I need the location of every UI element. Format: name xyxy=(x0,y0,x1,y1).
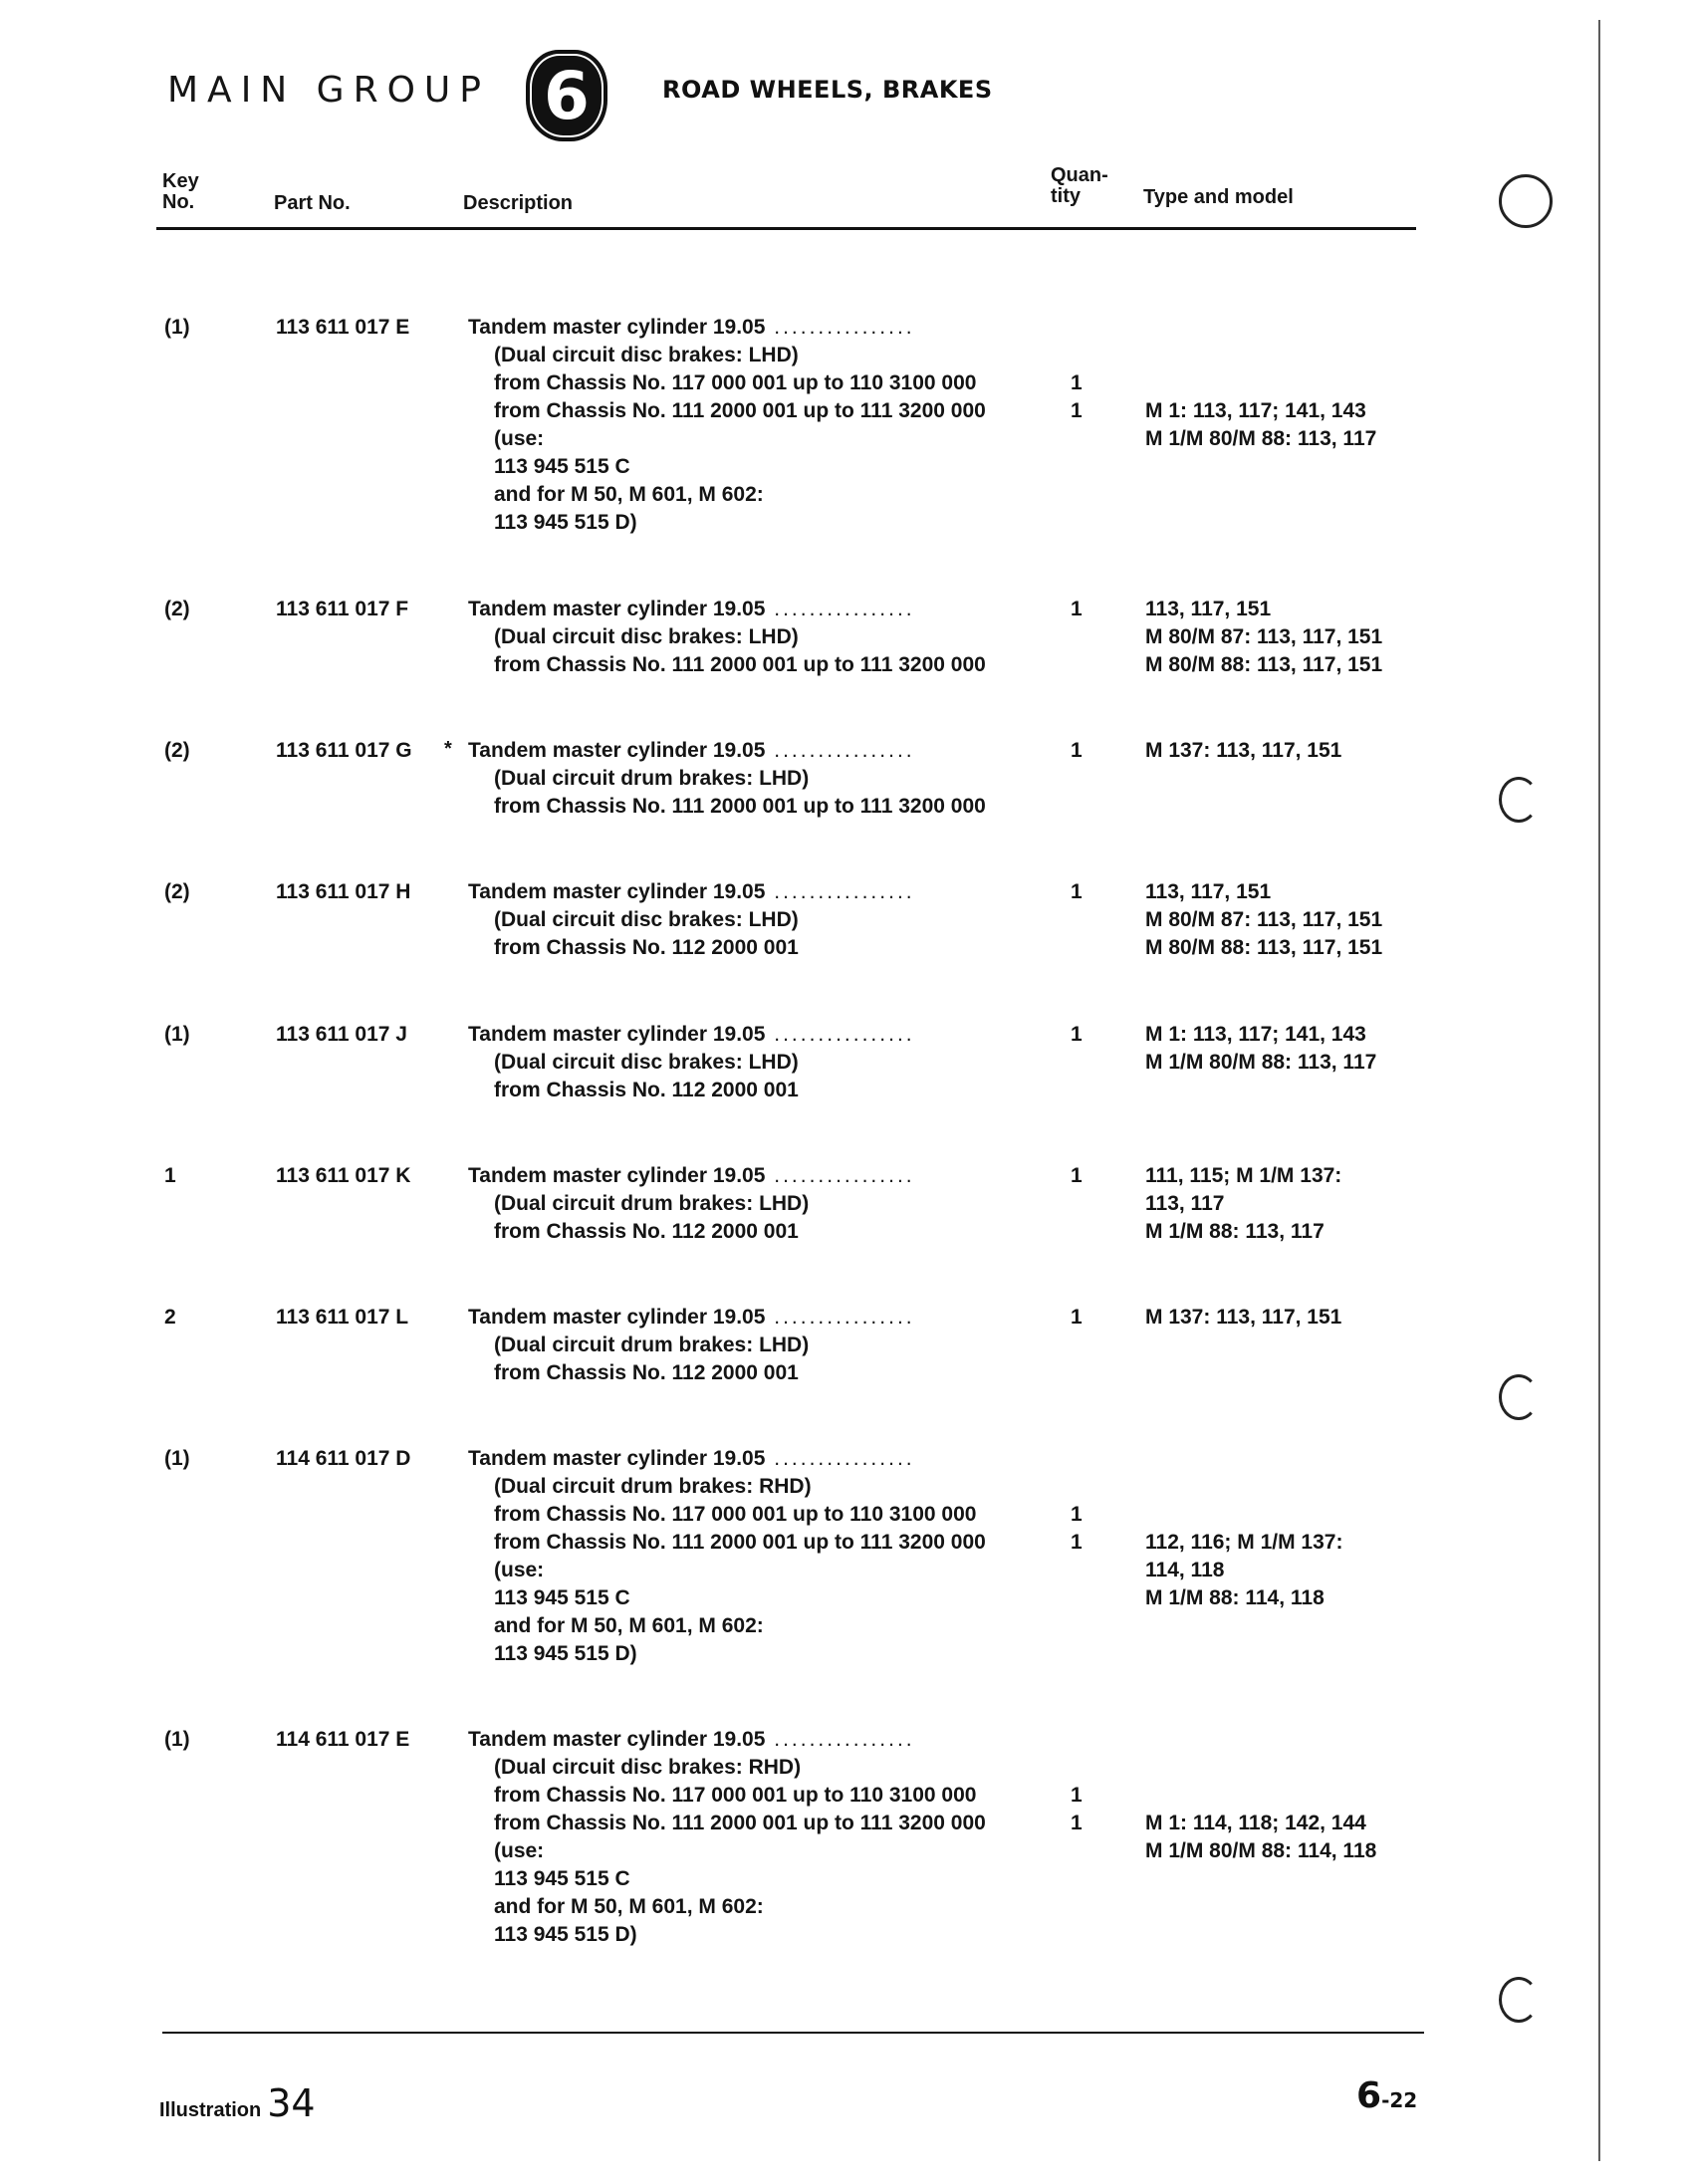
quantity-value: 1 xyxy=(1071,399,1083,422)
leader-dots: ................ xyxy=(765,1023,915,1046)
quantity xyxy=(1071,1445,1083,1668)
type-model-line: M 1/M 80/M 88: 113, 117 xyxy=(1145,427,1377,450)
description-line: (Dual circuit drum brakes: LHD) xyxy=(494,1192,810,1215)
description-line: from Chassis No. 112 2000 001 xyxy=(494,936,799,959)
quantity-value: 1 xyxy=(1071,1531,1083,1554)
quantity-value xyxy=(1071,1359,1083,1387)
description-line: (use: xyxy=(494,427,545,450)
type-and-model xyxy=(1145,1304,1341,1387)
quantity-value: 1 xyxy=(1071,598,1083,620)
binder-hole-icon xyxy=(1499,1374,1539,1420)
type-model-line: M 137: 113, 117, 151 xyxy=(1145,739,1342,762)
quantity-value xyxy=(1071,1218,1083,1246)
description-line: from Chassis No. 111 2000 001 up to 111 3200 000 xyxy=(494,1531,986,1554)
type-and-model xyxy=(1145,1445,1342,1668)
quantity-value: 1 xyxy=(1071,1164,1083,1187)
quantity-value xyxy=(1071,481,1083,509)
col-part-heading: Part No. xyxy=(274,192,351,214)
key-number: (1) xyxy=(164,1447,190,1470)
leader-dots: ................ xyxy=(765,316,915,339)
type-model-line xyxy=(1145,1359,1341,1387)
quantity xyxy=(1071,314,1083,537)
header-rule xyxy=(156,227,1416,230)
col-description-heading: Description xyxy=(463,192,574,214)
description-line: 113 945 515 D) xyxy=(494,511,637,534)
quantity-value xyxy=(1071,906,1083,934)
type-model-line: M 80/M 87: 113, 117, 151 xyxy=(1145,908,1383,931)
part-number: 113 611 017 L xyxy=(276,1306,409,1329)
page-number: 6-22 xyxy=(1356,2075,1418,2116)
description-line: from Chassis No. 112 2000 001 xyxy=(494,1079,799,1101)
type-model-line: M 80/M 88: 113, 117, 151 xyxy=(1145,936,1383,959)
part-number: 113 611 017 F xyxy=(276,598,409,620)
type-and-model xyxy=(1145,1726,1376,1949)
quantity-value: 1 xyxy=(1071,1812,1083,1834)
description-line: (Dual circuit drum brakes: RHD) xyxy=(494,1475,812,1498)
leader-dots: ................ xyxy=(765,1164,915,1187)
description-line: (Dual circuit drum brakes: LHD) xyxy=(494,767,810,790)
type-model-line: 111, 115; M 1/M 137: xyxy=(1145,1164,1342,1187)
type-model-line: 113, 117 xyxy=(1145,1192,1225,1215)
description xyxy=(468,314,986,537)
description-title: Tandem master cylinder 19.05 xyxy=(468,880,766,903)
description-line: from Chassis No. 117 000 001 up to 110 3100 000 xyxy=(494,371,977,394)
type-model-line xyxy=(1145,765,1341,793)
description-title: Tandem master cylinder 19.05 xyxy=(468,1164,766,1187)
type-model-line xyxy=(1145,1445,1342,1473)
description-line: from Chassis No. 111 2000 001 up to 111 3200 000 xyxy=(494,399,986,422)
type-model-line: 112, 116; M 1/M 137: xyxy=(1145,1531,1343,1554)
quantity xyxy=(1071,1162,1083,1246)
part-number: 113 611 017 H xyxy=(276,880,411,903)
type-model-line: 113, 117, 151 xyxy=(1145,598,1272,620)
description-line: from Chassis No. 112 2000 001 xyxy=(494,1220,799,1243)
quantity-value xyxy=(1071,314,1083,342)
description-title: Tandem master cylinder 19.05 xyxy=(468,1023,766,1046)
description-line: 113 945 515 C xyxy=(494,1586,630,1609)
leader-dots: ................ xyxy=(765,1306,915,1329)
col-type-heading: Type and model xyxy=(1143,186,1294,208)
key-number: (2) xyxy=(164,880,190,903)
description-line: 113 945 515 C xyxy=(494,455,630,478)
type-model-line xyxy=(1145,453,1376,481)
part-number: 114 611 017 E xyxy=(276,1728,410,1751)
quantity-value xyxy=(1071,342,1083,369)
type-model-line xyxy=(1145,1782,1376,1810)
description-line: from Chassis No. 111 2000 001 up to 111 3200 000 xyxy=(494,795,986,818)
description xyxy=(468,1304,915,1387)
col-quantity-heading: Quan- tity xyxy=(1051,164,1108,207)
description-line: from Chassis No. 111 2000 001 up to 111 3200 000 xyxy=(494,1812,986,1834)
quantity-value xyxy=(1071,1077,1083,1104)
type-model-line: M 1/M 88: 114, 118 xyxy=(1145,1586,1325,1609)
description-title: Tandem master cylinder 19.05 xyxy=(468,1447,766,1470)
footer-rule xyxy=(162,2032,1424,2034)
description-title: Tandem master cylinder 19.05 xyxy=(468,1728,766,1751)
binder-hole-icon xyxy=(1499,777,1539,823)
illustration-reference: Illustration 34 xyxy=(159,2081,316,2125)
part-number: 114 611 017 D xyxy=(276,1447,411,1470)
part-number: 113 611 017 G xyxy=(276,739,412,762)
quantity xyxy=(1071,1304,1083,1387)
description-line: and for M 50, M 601, M 602: xyxy=(494,483,764,506)
type-model-line xyxy=(1145,1754,1376,1782)
binder-edge xyxy=(1598,20,1600,2161)
type-model-line xyxy=(1145,481,1376,509)
group-number-badge: 6 xyxy=(526,50,607,141)
section-title: ROAD WHEELS, BRAKES xyxy=(662,76,993,104)
quantity-value xyxy=(1071,793,1083,821)
type-model-line: M 1: 113, 117; 141, 143 xyxy=(1145,399,1366,422)
quantity-value xyxy=(1071,934,1083,962)
leader-dots: ................ xyxy=(765,739,915,762)
quantity-value xyxy=(1071,1754,1083,1782)
leader-dots: ................ xyxy=(765,880,915,903)
quantity xyxy=(1071,596,1083,679)
description-line: and for M 50, M 601, M 602: xyxy=(494,1895,764,1918)
new-part-star: * xyxy=(444,738,452,760)
type-model-line: M 1: 113, 117; 141, 143 xyxy=(1145,1023,1366,1046)
quantity-value xyxy=(1071,651,1083,679)
binder-hole-icon xyxy=(1499,1977,1539,2023)
description-title: Tandem master cylinder 19.05 xyxy=(468,739,766,762)
type-model-line xyxy=(1145,1726,1376,1754)
description-line: (use: xyxy=(494,1839,545,1862)
type-model-line xyxy=(1145,1473,1342,1501)
type-and-model xyxy=(1145,314,1376,537)
leader-dots: ................ xyxy=(765,598,915,620)
quantity-value xyxy=(1071,1837,1083,1865)
description-title: Tandem master cylinder 19.05 xyxy=(468,598,766,620)
type-model-line xyxy=(1145,1921,1376,1949)
quantity-value xyxy=(1071,765,1083,793)
part-number: 113 611 017 J xyxy=(276,1023,407,1046)
type-model-line xyxy=(1145,314,1376,342)
type-and-model xyxy=(1145,737,1341,821)
description-line: (use: xyxy=(494,1559,545,1581)
quantity-value xyxy=(1071,1049,1083,1077)
description xyxy=(468,878,915,962)
type-model-line xyxy=(1145,1501,1342,1529)
type-model-line: M 1/M 80/M 88: 113, 117 xyxy=(1145,1051,1377,1074)
type-model-line: M 1/M 80/M 88: 114, 118 xyxy=(1145,1839,1377,1862)
type-and-model xyxy=(1145,878,1382,962)
quantity-value xyxy=(1071,623,1083,651)
description xyxy=(468,596,986,679)
type-model-line: M 1/M 88: 113, 117 xyxy=(1145,1220,1325,1243)
quantity-value xyxy=(1071,1726,1083,1754)
leader-dots: ................ xyxy=(765,1728,915,1751)
description-line: (Dual circuit drum brakes: LHD) xyxy=(494,1334,810,1356)
quantity-value xyxy=(1071,1865,1083,1893)
quantity-value: 1 xyxy=(1071,739,1083,762)
quantity-value xyxy=(1071,1640,1083,1668)
quantity-value xyxy=(1071,425,1083,453)
type-model-line: 114, 118 xyxy=(1145,1559,1225,1581)
key-number: 1 xyxy=(164,1164,176,1187)
leader-dots: ................ xyxy=(765,1447,915,1470)
quantity xyxy=(1071,737,1083,821)
quantity-value xyxy=(1071,1893,1083,1921)
type-model-line: M 1: 114, 118; 142, 144 xyxy=(1145,1812,1366,1834)
quantity-value xyxy=(1071,1557,1083,1584)
quantity-value: 1 xyxy=(1071,1023,1083,1046)
quantity-value xyxy=(1071,1584,1083,1612)
key-number: 2 xyxy=(164,1306,176,1329)
quantity-value: 1 xyxy=(1071,371,1083,394)
quantity-value xyxy=(1071,1332,1083,1359)
key-number: (1) xyxy=(164,316,190,339)
type-model-line: M 80/M 88: 113, 117, 151 xyxy=(1145,653,1383,676)
description xyxy=(468,1162,915,1246)
key-number: (2) xyxy=(164,739,190,762)
description-line: (Dual circuit disc brakes: LHD) xyxy=(494,1051,799,1074)
description-line: 113 945 515 D) xyxy=(494,1923,637,1946)
type-model-line xyxy=(1145,1077,1376,1104)
key-number: (1) xyxy=(164,1728,190,1751)
description-line: 113 945 515 C xyxy=(494,1867,630,1890)
description-title: Tandem master cylinder 19.05 xyxy=(468,1306,766,1329)
description-line: and for M 50, M 601, M 602: xyxy=(494,1614,764,1637)
quantity-value xyxy=(1071,1921,1083,1949)
type-model-line xyxy=(1145,1612,1342,1640)
description xyxy=(468,1726,986,1949)
quantity xyxy=(1071,1726,1083,1949)
type-model-line: 113, 117, 151 xyxy=(1145,880,1272,903)
description-line: (Dual circuit disc brakes: LHD) xyxy=(494,908,799,931)
quantity-value: 1 xyxy=(1071,880,1083,903)
type-model-line xyxy=(1145,342,1376,369)
description xyxy=(468,737,986,821)
part-number: 113 611 017 E xyxy=(276,316,410,339)
quantity-value xyxy=(1071,453,1083,481)
type-model-line xyxy=(1145,509,1376,537)
description-title: Tandem master cylinder 19.05 xyxy=(468,316,766,339)
quantity-value: 1 xyxy=(1071,1503,1083,1526)
quantity-value xyxy=(1071,1473,1083,1501)
type-model-line: M 80/M 87: 113, 117, 151 xyxy=(1145,625,1383,648)
type-model-line xyxy=(1145,793,1341,821)
type-model-line: M 137: 113, 117, 151 xyxy=(1145,1306,1342,1329)
description xyxy=(468,1445,986,1668)
description-line: from Chassis No. 112 2000 001 xyxy=(494,1361,799,1384)
quantity-value xyxy=(1071,1190,1083,1218)
type-model-line xyxy=(1145,1893,1376,1921)
type-model-line xyxy=(1145,1640,1342,1668)
description-line: from Chassis No. 117 000 001 up to 110 3100 000 xyxy=(494,1784,977,1807)
col-key-heading: Key No. xyxy=(162,170,199,213)
quantity-value: 1 xyxy=(1071,1784,1083,1807)
description-line: (Dual circuit disc brakes: LHD) xyxy=(494,625,799,648)
type-and-model xyxy=(1145,1021,1376,1104)
key-number: (1) xyxy=(164,1023,190,1046)
description-line: 113 945 515 D) xyxy=(494,1642,637,1665)
quantity-value xyxy=(1071,1612,1083,1640)
description-line: from Chassis No. 111 2000 001 up to 111 3200 000 xyxy=(494,653,986,676)
type-model-line xyxy=(1145,1332,1341,1359)
part-number: 113 611 017 K xyxy=(276,1164,411,1187)
description-line: (Dual circuit disc brakes: RHD) xyxy=(494,1756,802,1779)
quantity xyxy=(1071,878,1083,962)
type-model-line xyxy=(1145,1865,1376,1893)
type-model-line xyxy=(1145,369,1376,397)
quantity-value xyxy=(1071,1445,1083,1473)
key-number: (2) xyxy=(164,598,190,620)
main-group-title: MAIN GROUP xyxy=(167,70,490,111)
description-line: (Dual circuit disc brakes: LHD) xyxy=(494,344,799,366)
type-and-model xyxy=(1145,1162,1341,1246)
binder-ring-icon xyxy=(1499,174,1553,228)
quantity xyxy=(1071,1021,1083,1104)
description xyxy=(468,1021,915,1104)
description-line: from Chassis No. 117 000 001 up to 110 3100 000 xyxy=(494,1503,977,1526)
quantity-value: 1 xyxy=(1071,1306,1083,1329)
type-and-model xyxy=(1145,596,1382,679)
quantity-value xyxy=(1071,509,1083,537)
